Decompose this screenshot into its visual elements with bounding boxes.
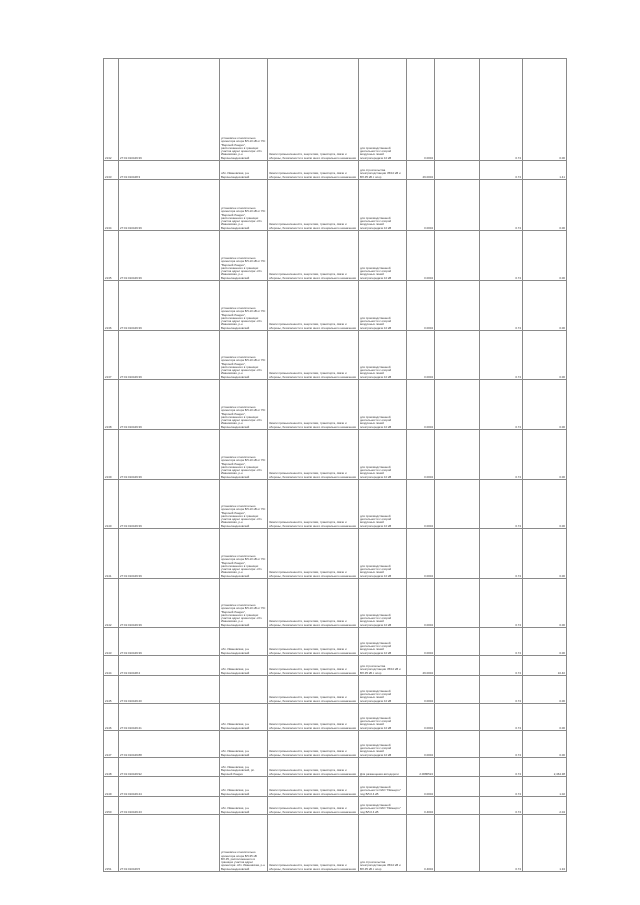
table-row: [104, 480, 567, 529]
table-row: [104, 529, 567, 579]
empty-cell: [435, 579, 480, 628]
rate-cell: 0.74: [480, 758, 523, 777]
address-cell: обл. Ивановская, р-н Верхнеландеховский, рп. Верхний Ландех: [220, 758, 268, 777]
land-category-cell: Земли промышленности, энергетики, транспорта, связи и обороны, безопасности и земли иного специального назначения: [268, 579, 359, 628]
area-cell: 0.0004: [407, 628, 435, 656]
permitted-use-cell: для производственной деятельности с опорой воздушных линий электропередачи 10 кВ: [359, 579, 407, 628]
cadastral-number-cell: 27:01:010449:41: [119, 704, 220, 731]
empty-cell: [435, 331, 480, 380]
permitted-use-cell: для производственной деятельности с опорой воздушных линий электропередачи 10 кВ: [359, 180, 407, 231]
row-number-cell: 2144: [104, 656, 119, 676]
rate-cell: 0.74: [480, 529, 523, 579]
permitted-use-cell: для производственной деятельности с опорой воздушных линий электропередачи 10 кВ: [359, 529, 407, 579]
cadastral-number-cell: 27:01:010449:43: [119, 797, 220, 815]
permitted-use-cell: для производственной деятельности с опорой воздушных линий электропередачи 10 кВ: [359, 430, 407, 480]
value-cell: 0.00: [523, 529, 567, 579]
land-category-cell: Земли промышленности, энергетики, транспорта, связи и обороны, безопасности и земли иного специального назначения: [268, 380, 359, 430]
land-category-cell: Земли промышленности, энергетики, транспорта, связи и обороны, безопасности и земли иного специального назначения: [268, 180, 359, 231]
empty-cell: [435, 59, 480, 161]
cadastral-number-cell: 27:01:010449:40: [119, 676, 220, 704]
cadastral-number-cell: 27:01:010449:39: [119, 628, 220, 656]
area-cell: 0.4004: [407, 815, 435, 872]
permitted-use-cell: для производственной деятельности с опорой воздушных линий электропередачи 10 кВ: [359, 480, 407, 529]
row-number-cell: 2145: [104, 676, 119, 704]
land-category-cell: Земли промышленности, энергетики, транспорта, связи и обороны, безопасности и земли иного специального назначения: [268, 480, 359, 529]
row-number-cell: 2133: [104, 161, 119, 180]
area-cell: 0.0004: [407, 529, 435, 579]
row-number-cell: 2146: [104, 704, 119, 731]
address-cell: установлен относительно ориентира опора ВЛ-10 кВ от ПС "Верхний Ландех", расположенного в границах участка адрес ориентира: обл. Ивановская, р-н Верхнеландеховский: [220, 231, 268, 281]
permitted-use-cell: для строительства электроподстанции 35/10 кВ и ВЛ-35 кВ с опор: [359, 161, 407, 180]
value-cell: 0.00: [523, 281, 567, 331]
table-row: [104, 59, 567, 161]
permitted-use-cell: для производственной деятельности с опорой воздушных линий электропередачи 10 кВ: [359, 704, 407, 731]
row-number-cell: 2151: [104, 815, 119, 872]
permitted-use-cell: для производственной деятельности с опорой воздушных линий электропередачи 10 кВ: [359, 281, 407, 331]
cadastral-number-cell: 27:01:010449:39: [119, 480, 220, 529]
row-number-cell: 2149: [104, 777, 119, 797]
value-cell: 0.00: [523, 380, 567, 430]
cadastral-number-cell: 27:01:010448:3: [119, 161, 220, 180]
address-cell: обл. Ивановская, р-н Верхнеландеховский: [220, 731, 268, 758]
value-cell: 0.00: [523, 579, 567, 628]
rate-cell: 0.74: [480, 628, 523, 656]
table-row: [104, 815, 567, 872]
table-row: [104, 777, 567, 797]
cadastral-number-cell: 27:01:010449:44: [119, 777, 220, 797]
permitted-use-cell: для производственной деятельности ОАО "Ивэнерго" под ВЛ-0.4 кВ: [359, 777, 407, 797]
area-cell: 0.0004: [407, 430, 435, 480]
address-cell: обл. Ивановская, р-н Верхнеландеховский: [220, 797, 268, 815]
land-category-cell: Земли промышленности, энергетики, транспорта, связи и обороны, безопасности и земли иного специального назначения: [268, 777, 359, 797]
area-cell: 0.0004: [407, 180, 435, 231]
cadastral-number-cell: 27:01:010449:39: [119, 180, 220, 231]
row-number-cell: 2136: [104, 281, 119, 331]
rate-cell: 0.74: [480, 731, 523, 758]
empty-cell: [435, 628, 480, 656]
table-row: [104, 731, 567, 758]
address-cell: обл. Ивановская, р-н Верхнеландеховский: [220, 161, 268, 180]
row-number-cell: 2134: [104, 180, 119, 231]
table-row: [104, 758, 567, 777]
empty-cell: [435, 797, 480, 815]
row-number-cell: 2140: [104, 480, 119, 529]
row-number-cell: 2135: [104, 231, 119, 281]
rate-cell: 0.74: [480, 161, 523, 180]
area-cell: 0.0004: [407, 231, 435, 281]
rate-cell: 0.74: [480, 59, 523, 161]
empty-cell: [435, 815, 480, 872]
value-cell: 0.00: [523, 331, 567, 380]
empty-cell: [435, 758, 480, 777]
empty-cell: [435, 777, 480, 797]
cadastral-number-cell: 27:01:010449:5: [119, 815, 220, 872]
empty-cell: [435, 180, 480, 231]
area-cell: 0.0004: [407, 480, 435, 529]
cadastral-number-cell: 27:01:010449:39: [119, 380, 220, 430]
rate-cell: 0.74: [480, 430, 523, 480]
land-category-cell: Земли промышленности, энергетики, транспорта, связи и обороны, безопасности и земли иного специального назначения: [268, 529, 359, 579]
area-cell: 0.0004: [407, 59, 435, 161]
value-cell: 0.00: [523, 480, 567, 529]
cadastral-number-cell: 27:01:010448:4: [119, 656, 220, 676]
value-cell: 2.04: [523, 797, 567, 815]
address-cell: установлен относительно ориентира опора ВЛ-10 кВ от ПС "Верхний Ландех", расположенного в границах участка адрес ориентира: обл. Ивановская, р-н Верхнеландеховский: [220, 480, 268, 529]
value-cell: 0.00: [523, 180, 567, 231]
row-number-cell: 2138: [104, 380, 119, 430]
empty-cell: [435, 731, 480, 758]
empty-cell: [435, 656, 480, 676]
area-cell: 0.0004: [407, 731, 435, 758]
area-cell: 49.0004: [407, 656, 435, 676]
cadastral-number-cell: 27:01:010449:39: [119, 231, 220, 281]
area-cell: 0.0004: [407, 704, 435, 731]
empty-cell: [435, 480, 480, 529]
empty-cell: [435, 704, 480, 731]
address-cell: установлен относительно ориентира опора ВЛ-10 кВ от ПС "Верхний Ландех", расположенного в границах участка адрес ориентира: обл. Ивановская, р-н Верхнеландеховский: [220, 380, 268, 430]
permitted-use-cell: Для размещения автодороги: [359, 758, 407, 777]
cadastral-number-cell: 27:01:010449:39: [119, 430, 220, 480]
land-category-cell: Земли промышленности, энергетики, транспорта, связи и обороны, безопасности и земли иного специального назначения: [268, 656, 359, 676]
empty-cell: [435, 676, 480, 704]
permitted-use-cell: для производственной деятельности с опорой воздушных линий электропередачи 10 кВ: [359, 331, 407, 380]
address-cell: обл. Ивановская, р-н Верхнеландеховский: [220, 777, 268, 797]
value-cell: 1.34: [523, 815, 567, 872]
value-cell: 0.00: [523, 676, 567, 704]
cadastral-number-cell: 27:01:010449:39: [119, 579, 220, 628]
permitted-use-cell: для производственной деятельности ОАО "Ивэнерго" под ВЛ-0.4 кВ: [359, 797, 407, 815]
empty-cell: [435, 231, 480, 281]
value-cell: 0.00: [523, 731, 567, 758]
value-cell: 0.00: [523, 59, 567, 161]
land-category-cell: Земли промышленности, энергетики, транспорта, связи и обороны, безопасности и земли иного специального назначения: [268, 231, 359, 281]
table-row: [104, 676, 567, 704]
land-plot-table: [103, 58, 567, 872]
area-cell: 0.0004: [407, 676, 435, 704]
row-number-cell: 2143: [104, 628, 119, 656]
value-cell: 1.02: [523, 777, 567, 797]
rate-cell: 0.74: [480, 231, 523, 281]
table-row: [104, 231, 567, 281]
row-number-cell: 2148: [104, 758, 119, 777]
permitted-use-cell: для производственной деятельности с опорой воздушных линий электропередачи 10 кВ: [359, 628, 407, 656]
value-cell: 0.00: [523, 231, 567, 281]
value-cell: 1.41: [523, 161, 567, 180]
empty-cell: [435, 430, 480, 480]
address-cell: установлен относительно ориентира опора ВЛ-10 кВ от ПС "Верхний Ландех", расположенного в границах участка адрес ориентира: обл. Ивановская, р-н Верхнеландеховский: [220, 281, 268, 331]
value-cell: 10.40: [523, 656, 567, 676]
row-number-cell: 2139: [104, 430, 119, 480]
rate-cell: 0.74: [480, 676, 523, 704]
cadastral-number-cell: 27:01:010449:39: [119, 59, 220, 161]
area-cell: 0.0004: [407, 380, 435, 430]
area-cell: 0.0004: [407, 281, 435, 331]
table-row: [104, 430, 567, 480]
address-cell: установлен относительно ориентира опора ВЛ-10 кВ от ПС "Верхний Ландех", расположенного в границах участка адрес ориентира: обл. Ивановская, р-н Верхнеландеховский: [220, 331, 268, 380]
land-category-cell: Земли промышленности, энергетики, транспорта, связи и обороны, безопасности и земли иного специального назначения: [268, 758, 359, 777]
empty-cell: [435, 529, 480, 579]
permitted-use-cell: для производственной деятельности с опорой воздушных линий электропередачи 10 кВ: [359, 731, 407, 758]
land-category-cell: Земли промышленности, энергетики, транспорта, связи и обороны, безопасности и земли иного специального назначения: [268, 797, 359, 815]
area-cell: 49.0004: [407, 161, 435, 180]
rate-cell: 0.74: [480, 815, 523, 872]
address-cell: установлен относительно ориентира опора ВЛ-10 кВ от ПС "Верхний Ландех", расположенного в границах участка адрес ориентира: обл. Ивановская, р-н Верхнеландеховский: [220, 59, 268, 161]
table-row: [104, 331, 567, 380]
address-cell: установлен относительно ориентира опора ВЛ-35 кВ ВЛ-35, расположенного в границах участка адрес ориентира: обл. Ивановская, р-н Верхнеландеховский: [220, 815, 268, 872]
land-category-cell: Земли промышленности, энергетики, транспорта, связи и обороны, безопасности и земли иного специального назначения: [268, 331, 359, 380]
cadastral-number-cell: 27:01:010449:88: [119, 731, 220, 758]
rate-cell: 0.74: [480, 797, 523, 815]
address-cell: установлен относительно ориентира опора ВЛ-10 кВ от ПС "Верхний Ландех", расположенного в границах участка адрес ориентира: обл. Ивановская, р-н Верхнеландеховский: [220, 529, 268, 579]
cadastral-number-cell: 27:01:010449:39: [119, 331, 220, 380]
table-row: [104, 704, 567, 731]
row-number-cell: 2137: [104, 331, 119, 380]
address-cell: установлен относительно ориентира опора ВЛ-10 кВ от ПС "Верхний Ландех", расположенного в границах участка адрес ориентира: обл. Ивановская, р-н Верхнеландеховский: [220, 579, 268, 628]
land-category-cell: Земли промышленности, энергетики, транспорта, связи и обороны, безопасности и земли иного специального назначения: [268, 430, 359, 480]
row-number-cell: 2147: [104, 731, 119, 758]
address-cell: обл. Ивановская, р-н Верхнеландеховский: [220, 704, 268, 731]
empty-cell: [435, 281, 480, 331]
cadastral-number-cell: 27:01:010449:92: [119, 758, 220, 777]
permitted-use-cell: для производственной деятельности с опорой воздушных линий электропередачи 10 кВ: [359, 676, 407, 704]
permitted-use-cell: для производственной деятельности с опорой воздушных линий электропередачи 10 кВ: [359, 231, 407, 281]
rate-cell: 0.74: [480, 480, 523, 529]
address-cell: [220, 676, 268, 704]
address-cell: установлен относительно ориентира опора ВЛ-10 кВ от ПС "Верхний Ландех", расположенного в границах участка адрес ориентира: обл. Ивановская, р-н Верхнеландеховский: [220, 180, 268, 231]
permitted-use-cell: для производственной деятельности с опорой воздушных линий электропередачи 10 кВ: [359, 59, 407, 161]
permitted-use-cell: для производственной деятельности с опорой воздушных линий электропередачи 10 кВ: [359, 380, 407, 430]
rate-cell: 0.74: [480, 656, 523, 676]
area-cell: 0.0004: [407, 579, 435, 628]
row-number-cell: 2150: [104, 797, 119, 815]
row-number-cell: 2141: [104, 529, 119, 579]
land-category-cell: Земли промышленности, энергетики, транспорта, связи и обороны, безопасности и земли иного специального назначения: [268, 59, 359, 161]
land-category-cell: Земли промышленности, энергетики, транспорта, связи и обороны, безопасности и земли иного специального назначения: [268, 731, 359, 758]
land-category-cell: Земли промышленности, энергетики, транспорта, связи и обороны, безопасности и земли иного специального назначения: [268, 628, 359, 656]
value-cell: 0.00: [523, 628, 567, 656]
permitted-use-cell: для строительства электроподстанции 35/10 кВ и ВЛ-35 кВ с опор: [359, 815, 407, 872]
area-cell: 2.0080524: [407, 758, 435, 777]
cadastral-number-cell: 27:01:010449:39: [119, 281, 220, 331]
table-row: [104, 797, 567, 815]
table-row: [104, 161, 567, 180]
land-category-cell: Земли промышленности, энергетики, транспорта, связи и обороны, безопасности и земли иного специального назначения: [268, 676, 359, 704]
table-row: [104, 281, 567, 331]
table-row: [104, 380, 567, 430]
rate-cell: 0.74: [480, 777, 523, 797]
table-row: [104, 628, 567, 656]
address-cell: обл. Ивановская, р-н Верхнеландеховский: [220, 656, 268, 676]
address-cell: обл. Ивановская, р-н Верхнеландеховский: [220, 628, 268, 656]
row-number-cell: 2142: [104, 579, 119, 628]
cadastral-number-cell: 27:01:010449:39: [119, 529, 220, 579]
rate-cell: 0.74: [480, 281, 523, 331]
value-cell: 0.00: [523, 430, 567, 480]
empty-cell: [435, 380, 480, 430]
address-cell: установлен относительно ориентира опора ВЛ-10 кВ от ПС "Верхний Ландех", расположенного в границах участка адрес ориентира: обл. Ивановская, р-н Верхнеландеховский: [220, 430, 268, 480]
rate-cell: 0.74: [480, 180, 523, 231]
table-row: [104, 656, 567, 676]
table-row: [104, 579, 567, 628]
area-cell: 0.0004: [407, 777, 435, 797]
land-category-cell: Земли промышленности, энергетики, транспорта, связи и обороны, безопасности и земли иного специального назначения: [268, 815, 359, 872]
spreadsheet: [103, 58, 565, 872]
area-cell: 0.0004: [407, 331, 435, 380]
row-number-cell: 2132: [104, 59, 119, 161]
area-cell: 0.4004: [407, 797, 435, 815]
land-category-cell: Земли промышленности, энергетики, транспорта, связи и обороны, безопасности и земли иного специального назначения: [268, 281, 359, 331]
permitted-use-cell: для строительства электроподстанции 35/10 кВ и ВЛ-35 кВ с опор: [359, 656, 407, 676]
rate-cell: 0.74: [480, 331, 523, 380]
empty-cell: [435, 161, 480, 180]
land-category-cell: Земли промышленности, энергетики, транспорта, связи и обороны, безопасности и земли иного специального назначения: [268, 704, 359, 731]
table-row: [104, 180, 567, 231]
land-category-cell: Земли промышленности, энергетики, транспорта, связи и обороны, безопасности и земли иного специального назначения: [268, 161, 359, 180]
value-cell: 0.00: [523, 704, 567, 731]
rate-cell: 0.74: [480, 704, 523, 731]
rate-cell: 0.74: [480, 380, 523, 430]
value-cell: 2,464.38: [523, 758, 567, 777]
rate-cell: 0.74: [480, 579, 523, 628]
